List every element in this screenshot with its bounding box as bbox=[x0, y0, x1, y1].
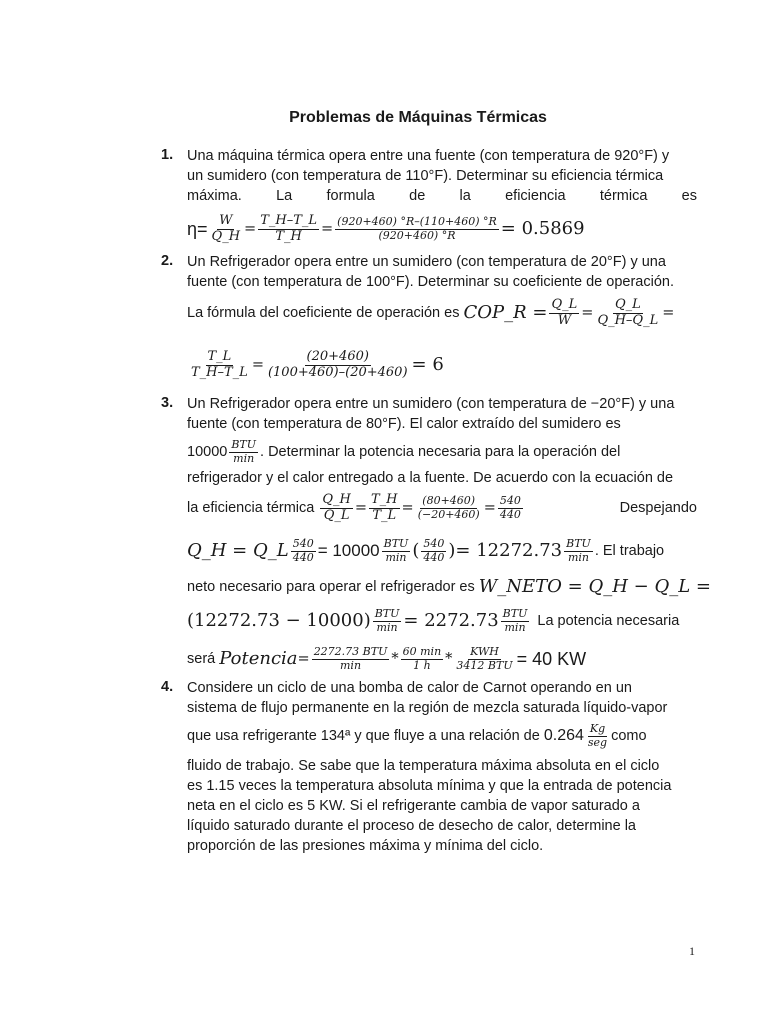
numerator: Q_L bbox=[614, 296, 641, 312]
problem-2-line-1: Un Refrigerador opera entre un sumidero (con temperatura de 20°F) y una bbox=[187, 254, 666, 270]
problem-4-line-5: es 1.15 veces la temperatura absoluta mínima y que la entrada de potencia bbox=[187, 778, 672, 794]
numerator: Q_H bbox=[322, 491, 351, 507]
potencia-label: Potencia bbox=[219, 648, 298, 669]
fraction bbox=[320, 493, 353, 524]
denominator: 440 bbox=[423, 550, 445, 564]
fraction bbox=[501, 608, 530, 634]
fraction bbox=[401, 646, 444, 672]
problem-1-number: 1. bbox=[161, 147, 174, 163]
denominator: T_L bbox=[372, 507, 397, 523]
result: = 0.5869 bbox=[500, 218, 585, 239]
text: . El trabajo bbox=[594, 543, 665, 559]
fraction bbox=[564, 538, 593, 564]
numerator: W bbox=[219, 212, 233, 228]
problem-2-line-3: La fórmula del coeficiente de operación es bbox=[187, 305, 460, 321]
cop-label: COP_R = bbox=[463, 302, 548, 323]
page-number: 1 bbox=[689, 944, 695, 958]
fraction bbox=[416, 495, 482, 521]
numerator: BTU bbox=[231, 437, 257, 451]
problem-1-formula: η= $\frac{W}{Q\_H}$ = $\frac{T\_H-T\_L}{T\_H}$ = $\frac{(920+460) ^\circ R-(110+460) ^\circ R}{(920+460) ^\circ R}$ = 0.5869 bbox=[187, 212, 585, 244]
text: (12272.73 − 10000) bbox=[187, 610, 371, 631]
fraction bbox=[229, 439, 258, 465]
text: . Determinar la potencia necesaria para la operación del bbox=[260, 444, 621, 460]
problem-3-line-6: Q_H = Q_L $\frac{540}{440}$ = 10000 BTU min ( $\frac{540}{440}$ ) = 12272.73 BTU min . El trabajo bbox=[187, 536, 665, 564]
numerator: 2272.73 BTU bbox=[313, 644, 388, 658]
numerator: 540 bbox=[423, 536, 445, 550]
flow-rate: 0.264 bbox=[543, 727, 584, 744]
problem-3-line-8 bbox=[187, 602, 697, 640]
fraction bbox=[258, 214, 319, 245]
fraction bbox=[586, 723, 609, 749]
denominator: T_H bbox=[275, 228, 302, 244]
problem-1-line-2: un sumidero (con temperatura de 110°F). Determinar su eficiencia térmica bbox=[187, 168, 664, 184]
numerator: T_H–T_L bbox=[260, 212, 317, 228]
numerator: (920+460) °R–(110+460) °R bbox=[337, 214, 497, 228]
numerator: 540 bbox=[499, 493, 521, 507]
denominator: min bbox=[376, 620, 398, 634]
text: será bbox=[187, 651, 216, 667]
fraction bbox=[369, 493, 400, 524]
problem-4-number: 4. bbox=[161, 679, 174, 695]
denominator: 440 bbox=[499, 507, 521, 521]
numerator: BTU bbox=[566, 536, 591, 550]
numerator: BTU bbox=[502, 606, 528, 620]
text: como bbox=[611, 728, 647, 744]
heat-value: 10000 bbox=[187, 444, 228, 460]
numerator: BTU bbox=[374, 606, 400, 620]
problem-4-line-3 bbox=[187, 718, 697, 754]
denominator: min bbox=[504, 620, 526, 634]
fraction bbox=[291, 538, 316, 564]
fraction bbox=[595, 298, 660, 329]
fraction bbox=[549, 298, 579, 329]
text: = 10000 bbox=[317, 541, 380, 560]
fraction bbox=[312, 646, 390, 672]
problem-1-line-3: máxima. La formula de la eficiencia térmica es bbox=[187, 188, 697, 204]
text: Despejando bbox=[619, 500, 697, 516]
problem-4-line-6: neta en el ciclo es 5 KW. Si el refrigerante cambia de vapor saturado a bbox=[187, 798, 640, 814]
numerator: (20+460) bbox=[306, 348, 369, 364]
numerator: 540 bbox=[292, 536, 314, 550]
problem-3-number: 3. bbox=[161, 395, 174, 411]
fraction bbox=[189, 350, 250, 381]
problem-4-line-1: Considere un ciclo de una bomba de calor de Carnot operando en un bbox=[187, 680, 632, 696]
problem-2-number: 2. bbox=[161, 253, 174, 269]
numerator: KWH bbox=[470, 644, 499, 658]
denominator: min bbox=[233, 451, 255, 465]
denominator: 1 h bbox=[413, 658, 431, 672]
text: = 2272.73 bbox=[403, 610, 499, 631]
fraction bbox=[266, 350, 410, 381]
power-result: = 40 KW bbox=[516, 649, 587, 669]
problem-4-line-2: sistema de flujo permanente en la región de mezcla saturada líquido-vapor bbox=[187, 700, 668, 716]
numerator: Kg bbox=[589, 721, 606, 735]
problem-4-line-7: líquido saturado durante el proceso de desecho de calor, determine la bbox=[187, 818, 636, 834]
denominator: min bbox=[340, 658, 362, 672]
problem-3-line-5: la eficiencia térmica $\frac{Q\_H}{Q\_L}$ = $\frac{T\_H}{T\_L}$ = $\frac{(80+460)}{(-20+460)}$ = $\frac{540}{440}$ Despejando bbox=[187, 491, 697, 523]
numerator: Q_L bbox=[551, 296, 578, 312]
numerator: 60 min bbox=[402, 644, 442, 658]
problem-3-line-3 bbox=[187, 434, 697, 470]
text: La potencia necesaria bbox=[537, 613, 680, 629]
problem-3-line-9: será Potencia = 2272.73 BTU min * 60 min 1 h * KWH 3412 BTU = 40 KW bbox=[187, 644, 587, 672]
denominator: T_H–T_L bbox=[191, 364, 248, 380]
denominator: (−20+460) bbox=[417, 507, 480, 521]
text: = 12272.73 bbox=[455, 540, 563, 561]
text: que usa refrigerante 134ª y que fluye a una relación de bbox=[187, 728, 540, 744]
qh-equation: Q_H = Q_L bbox=[187, 540, 289, 561]
problem-3-line-2: fuente (con temperatura de 80°F). El calor extraído del sumidero es bbox=[187, 416, 621, 432]
problem-4-line-8: proporción de las presiones máxima y mínima del ciclo. bbox=[187, 838, 544, 854]
problem-3-line-4: refrigerador y el calor entregado a la fuente. De acuerdo con la ecuación de bbox=[187, 470, 674, 486]
problem-2-line-2: fuente (con temperatura de 100°F). Determinar su coeficiente de operación. bbox=[187, 274, 674, 290]
problem-3-line-1: Un Refrigerador opera entre un sumidero (con temperatura de −20°F) y una bbox=[187, 396, 675, 412]
denominator: 440 bbox=[292, 550, 314, 564]
problem-2-formula-line: La fórmula del coeficiente de operación es COP_R = $\frac{Q\_L}{W}$ = $\frac{Q\_L}{Q\_H-Q\_L}$ = bbox=[187, 296, 675, 328]
denominator: Q_H–Q_L bbox=[597, 312, 659, 328]
problem-1-line-1: Una máquina térmica opera entre una fuente (con temperatura de 920°F) y bbox=[187, 148, 670, 164]
fraction bbox=[373, 608, 402, 634]
fraction bbox=[498, 495, 523, 521]
denominator: (920+460) °R bbox=[378, 228, 456, 242]
denominator: Q_L bbox=[323, 507, 350, 523]
denominator: (100+460)–(20+460) bbox=[267, 364, 408, 380]
numerator: BTU bbox=[383, 536, 409, 550]
text: neto necesario para operar el refrigerador es bbox=[187, 579, 475, 595]
eta-symbol: η= bbox=[187, 219, 208, 239]
denominator: Q_H bbox=[211, 228, 241, 244]
fraction bbox=[335, 216, 499, 242]
denominator: W bbox=[557, 312, 572, 328]
numerator: (80+460) bbox=[422, 493, 476, 507]
text: la eficiencia térmica bbox=[187, 500, 315, 516]
denominator: min bbox=[567, 550, 589, 564]
page-title: Problemas de Máquinas Térmicas bbox=[289, 109, 547, 126]
fraction bbox=[210, 214, 243, 245]
denominator: 3412 BTU bbox=[456, 658, 513, 672]
fraction bbox=[454, 646, 514, 672]
denominator: min bbox=[385, 550, 407, 564]
problem-3-line-7 bbox=[187, 574, 711, 600]
problem-4-line-4: fluido de trabajo. Se sabe que la temperatura máxima absoluta en el ciclo bbox=[187, 758, 660, 774]
w-neto-equation: W_NETO = Q_H − Q_L = bbox=[478, 576, 711, 597]
problem-2-formula-line-2: $\frac{T\_L}{T\_H-T\_L}$ = $\frac{(20+460)}{(100+460)-(20+460)}$ = 6 bbox=[191, 348, 444, 380]
fraction bbox=[382, 538, 411, 564]
fraction bbox=[421, 538, 446, 564]
result: = 6 bbox=[411, 354, 444, 375]
numerator: T_L bbox=[207, 348, 232, 364]
denominator: seg bbox=[587, 735, 608, 749]
numerator: T_H bbox=[371, 491, 398, 507]
